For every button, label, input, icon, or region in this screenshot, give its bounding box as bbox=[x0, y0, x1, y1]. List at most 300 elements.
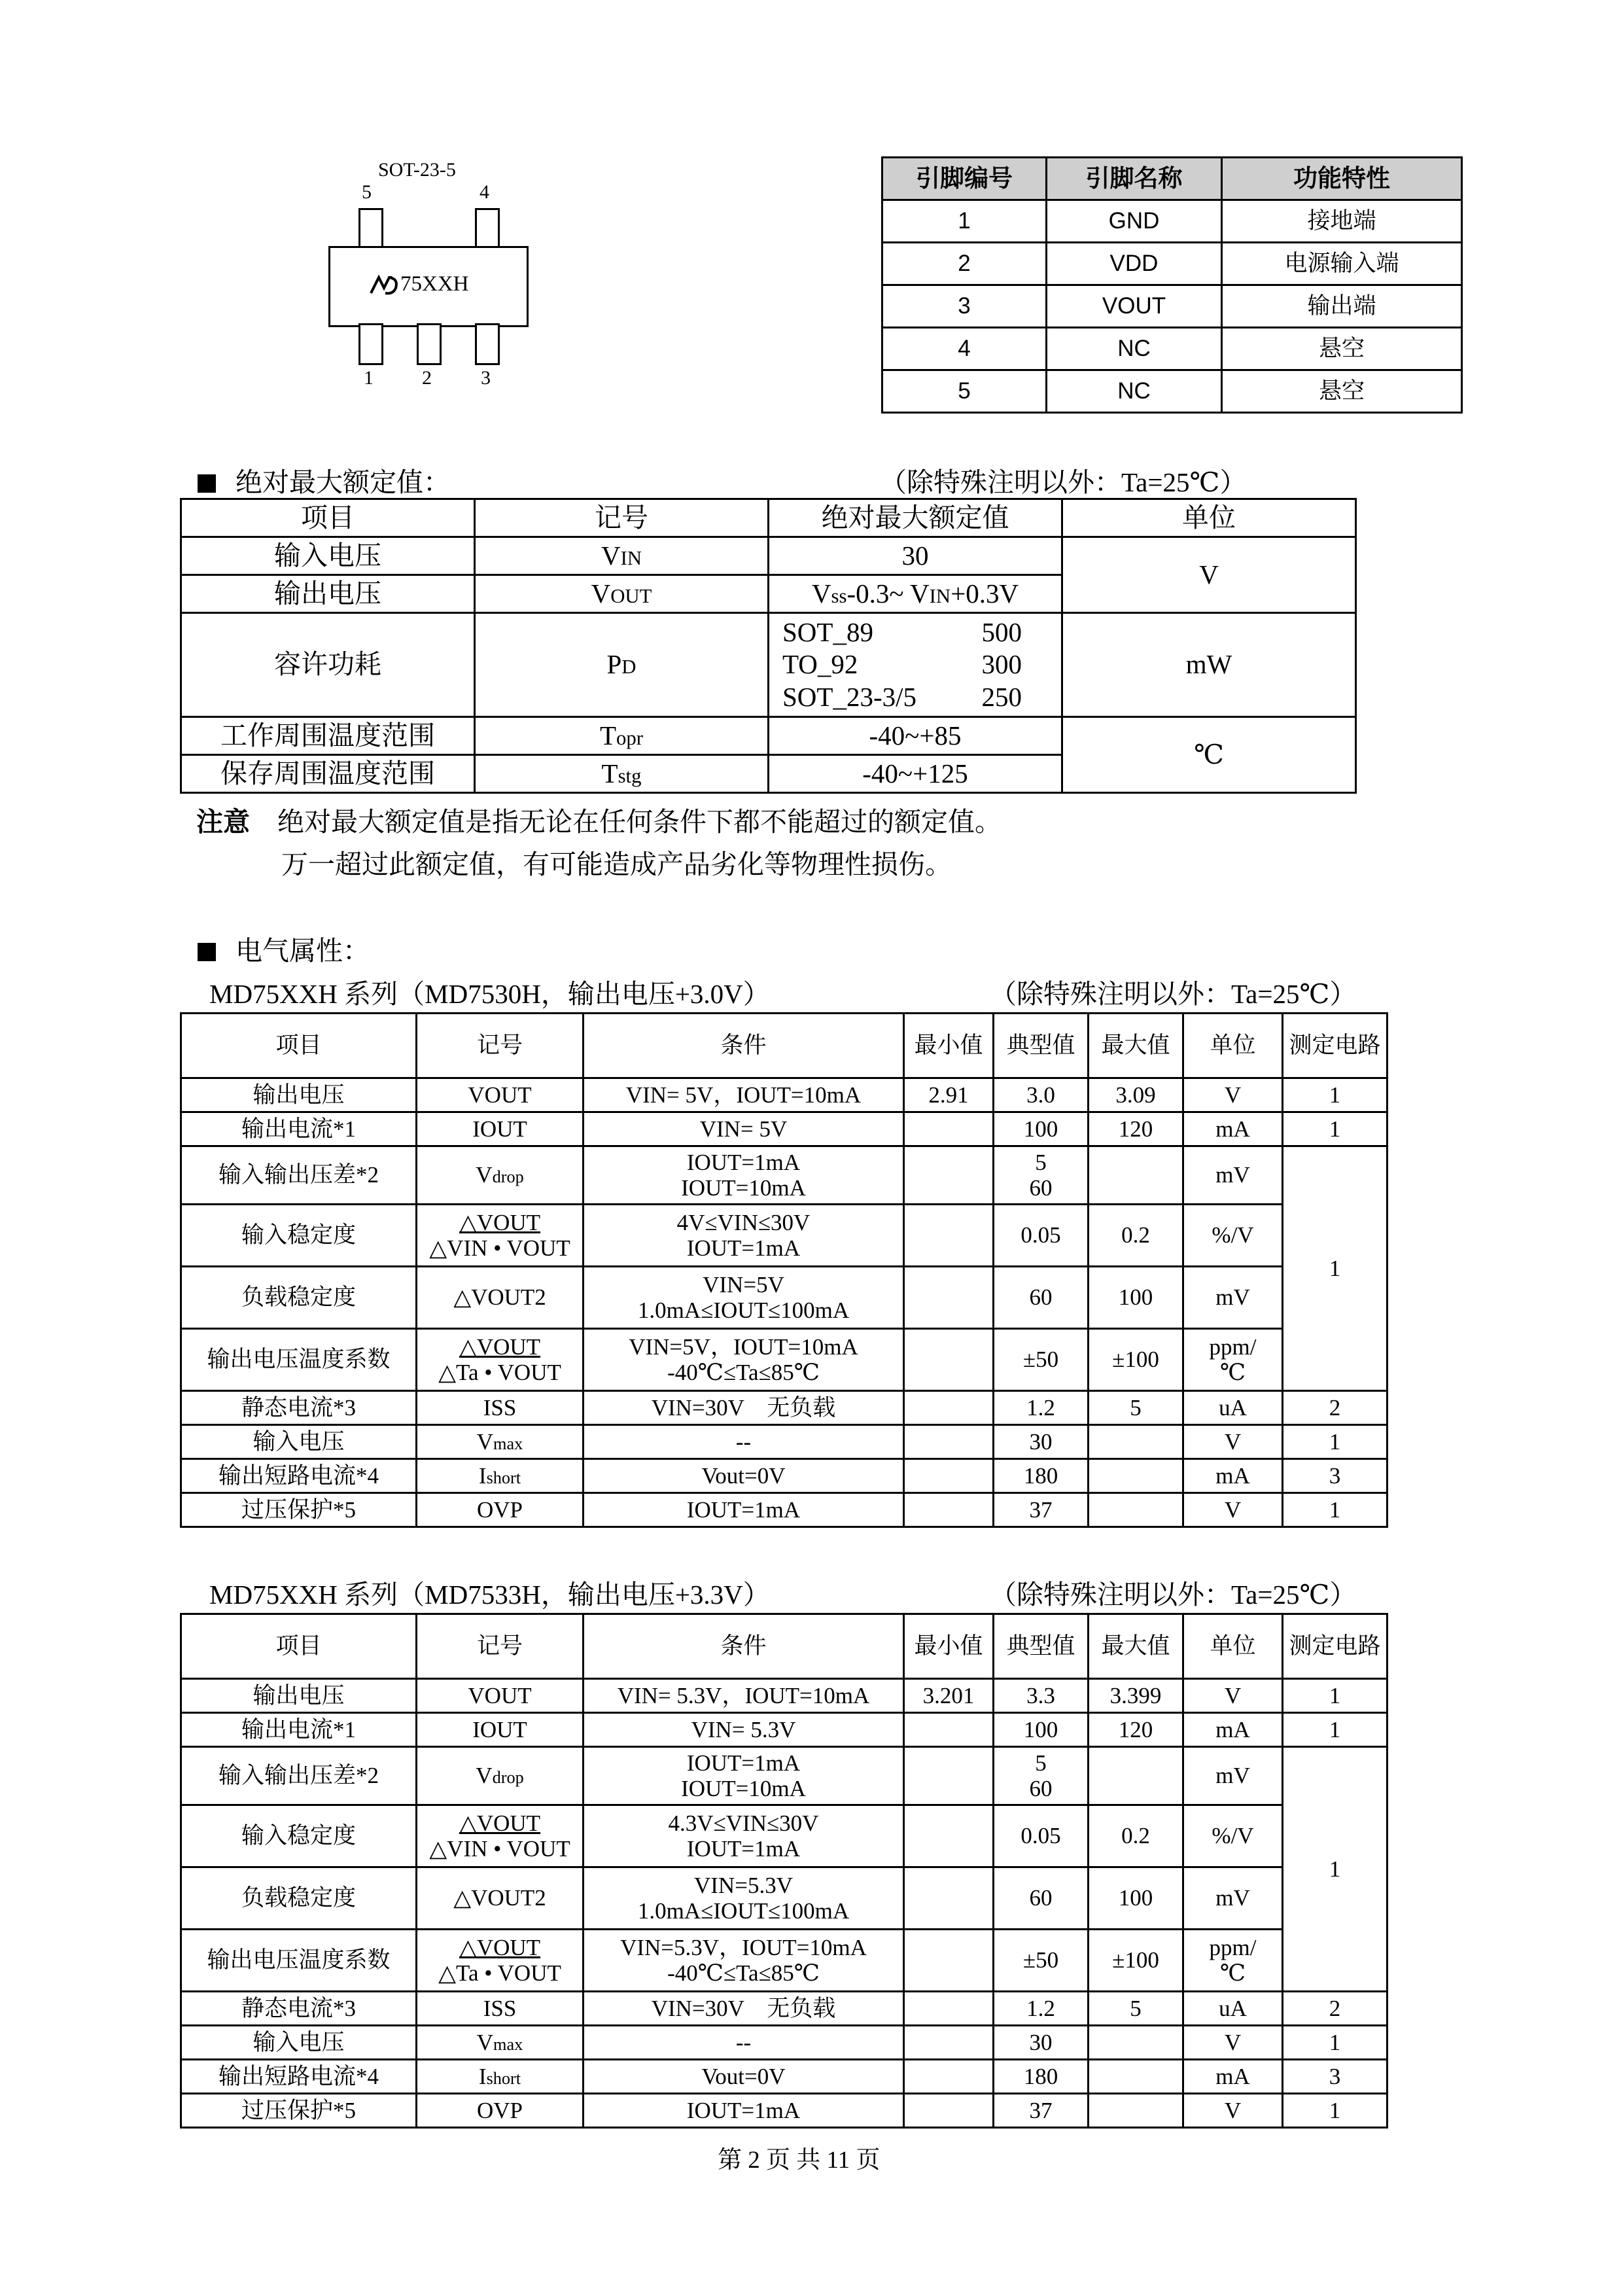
note-text-2: 万一超过此额定值，有可能造成产品劣化等物理性损伤。 bbox=[281, 849, 952, 879]
rating-value: -40~+125 bbox=[769, 755, 1062, 793]
symbol-sub: OUT bbox=[610, 584, 652, 607]
unit-cell bbox=[1183, 1930, 1283, 1992]
max-cell: 3.399 bbox=[1089, 1679, 1183, 1713]
series-condition: （除特殊注明以外：Ta=25℃） bbox=[990, 979, 1357, 1009]
pin-name: GND bbox=[1047, 200, 1222, 243]
symbol-cell bbox=[417, 1459, 584, 1493]
rating-sub: ss bbox=[831, 584, 847, 607]
header-rating: 绝对最大额定值 bbox=[769, 499, 1062, 537]
table-row bbox=[882, 285, 1462, 328]
min-cell: 2.91 bbox=[904, 1078, 994, 1112]
logo-icon bbox=[370, 274, 400, 296]
symbol-cell bbox=[475, 537, 769, 575]
symbol-line: △Ta • VOUT bbox=[438, 1960, 561, 1986]
chip-label: 75XXH bbox=[400, 272, 469, 296]
condition-cell: Vout=0V bbox=[584, 2060, 904, 2094]
symbol-cell bbox=[417, 1805, 584, 1867]
circuit-cell: 1 bbox=[1283, 1112, 1387, 1146]
typ-line: 60 bbox=[1029, 1175, 1053, 1201]
symbol-cell: △VOUT2 bbox=[417, 1267, 584, 1329]
symbol-sub: drop bbox=[492, 1167, 524, 1187]
header-symbol: 记号 bbox=[417, 1614, 584, 1679]
unit-cell: uA bbox=[1183, 1992, 1283, 2026]
condition-cell bbox=[584, 1747, 904, 1805]
header-item: 项目 bbox=[181, 1614, 417, 1679]
circuit-cell: 1 bbox=[1283, 1713, 1387, 1747]
table-row bbox=[181, 2060, 1387, 2094]
unit-line: ppm/ bbox=[1209, 1333, 1257, 1360]
unit-cell: V bbox=[1062, 537, 1356, 613]
unit-cell: V bbox=[1183, 2094, 1283, 2128]
condition-line: VIN=5V，IOUT=10mA bbox=[629, 1333, 858, 1360]
unit-cell: V bbox=[1183, 1679, 1283, 1713]
item-label: 过压保护*5 bbox=[181, 2094, 417, 2128]
power-ratings bbox=[769, 613, 1062, 717]
symbol-cell: ISS bbox=[417, 1992, 584, 2026]
circuit-cell: 1 bbox=[1283, 1747, 1387, 1992]
elec-table-7530 bbox=[180, 1012, 1388, 1528]
symbol-sub: opr bbox=[616, 726, 644, 749]
max-cell: ±100 bbox=[1089, 1930, 1183, 1992]
min-cell bbox=[904, 1112, 994, 1146]
elec-header bbox=[181, 1014, 1387, 1078]
condition-cell: VIN= 5V bbox=[584, 1112, 904, 1146]
table-row bbox=[181, 613, 1356, 717]
item-label: 输出电流*1 bbox=[181, 1112, 417, 1146]
header-max: 最大值 bbox=[1089, 1614, 1183, 1679]
symbol-main: T bbox=[599, 720, 617, 751]
min-cell bbox=[904, 2060, 994, 2094]
table-row bbox=[181, 1205, 1387, 1267]
min-cell bbox=[904, 1713, 994, 1747]
symbol-line: △VOUT bbox=[459, 1209, 541, 1235]
unit-cell: V bbox=[1183, 1493, 1283, 1527]
max-cell bbox=[1089, 2026, 1183, 2060]
header-unit: 单位 bbox=[1183, 1614, 1283, 1679]
max-cell bbox=[1089, 2060, 1183, 2094]
typ-cell: 3.3 bbox=[994, 1679, 1089, 1713]
symbol-cell: ISS bbox=[417, 1391, 584, 1425]
pin-function: 悬空 bbox=[1222, 370, 1462, 413]
pin-name: NC bbox=[1047, 328, 1222, 370]
item-label: 输出电压温度系数 bbox=[181, 1329, 417, 1391]
min-cell bbox=[904, 1391, 994, 1425]
circuit-cell: 1 bbox=[1283, 2094, 1387, 2128]
item-label: 输出电压 bbox=[181, 1679, 417, 1713]
symbol-sub: drop bbox=[492, 1768, 524, 1788]
page-footer: 第 2 页 共 11 页 bbox=[718, 2147, 881, 2174]
max-cell bbox=[1089, 2094, 1183, 2128]
unit-cell: mV bbox=[1183, 1267, 1283, 1329]
max-cell: ±100 bbox=[1089, 1329, 1183, 1391]
symbol-main: P bbox=[606, 649, 622, 680]
pin-5 bbox=[358, 208, 383, 250]
item-label: 静态电流*3 bbox=[181, 1992, 417, 2026]
typ-line: 5 bbox=[1035, 1149, 1047, 1175]
symbol-line: △VOUT bbox=[459, 1810, 541, 1836]
condition-cell bbox=[584, 1146, 904, 1205]
min-cell bbox=[904, 2094, 994, 2128]
min-cell bbox=[904, 1205, 994, 1267]
rating-value bbox=[769, 575, 1062, 613]
unit-cell: mV bbox=[1183, 1867, 1283, 1930]
typ-cell: 180 bbox=[994, 2060, 1089, 2094]
power-value: 250 bbox=[981, 681, 1022, 712]
pin-number-2: 2 bbox=[422, 367, 432, 389]
table-row bbox=[181, 1329, 1387, 1391]
symbol-cell bbox=[417, 1747, 584, 1805]
item-label: 输出短路电流*4 bbox=[181, 2060, 417, 2094]
pin-function: 悬空 bbox=[1222, 328, 1462, 370]
pin-table bbox=[881, 156, 1463, 414]
unit-cell: mA bbox=[1183, 1112, 1283, 1146]
symbol-main: T bbox=[601, 758, 618, 788]
table-row bbox=[181, 1112, 1387, 1146]
item-label: 输入电压 bbox=[181, 2026, 417, 2060]
symbol-main: V bbox=[601, 540, 621, 571]
symbol-main: I bbox=[478, 2063, 487, 2089]
symbol-main: V bbox=[476, 1162, 493, 1188]
symbol-main: V bbox=[591, 578, 611, 609]
rating-part: V bbox=[811, 578, 831, 609]
min-cell bbox=[904, 1459, 994, 1493]
item-label: 容许功耗 bbox=[181, 613, 475, 717]
condition-cell: VIN= 5.3V bbox=[584, 1713, 904, 1747]
symbol-sub: max bbox=[493, 2034, 523, 2054]
typ-cell: 100 bbox=[994, 1713, 1089, 1747]
pin-name: NC bbox=[1047, 370, 1222, 413]
circuit-cell: 3 bbox=[1283, 2060, 1387, 2094]
min-cell bbox=[904, 1930, 994, 1992]
condition-line: -40℃≤Ta≤85℃ bbox=[667, 1960, 820, 1986]
item-label: 输入稳定度 bbox=[181, 1805, 417, 1867]
condition-cell: VIN=30V 无负载 bbox=[584, 1391, 904, 1425]
pin-function: 接地端 bbox=[1222, 200, 1462, 243]
unit-cell: uA bbox=[1183, 1391, 1283, 1425]
condition-cell bbox=[584, 1205, 904, 1267]
table-row bbox=[181, 1679, 1387, 1713]
header-max: 最大值 bbox=[1089, 1014, 1183, 1078]
condition-line: IOUT=10mA bbox=[681, 1776, 806, 1801]
series-title: MD75XXH 系列（MD7530H，输出电压+3.0V） bbox=[209, 979, 770, 1009]
symbol-cell: OVP bbox=[417, 2094, 584, 2128]
table-row bbox=[181, 717, 1356, 755]
table-row bbox=[181, 2026, 1387, 2060]
max-cell: 0.2 bbox=[1089, 1205, 1183, 1267]
symbol-cell: VOUT bbox=[417, 1078, 584, 1112]
symbol-cell bbox=[475, 613, 769, 717]
symbol-cell bbox=[475, 575, 769, 613]
condition-cell bbox=[584, 1867, 904, 1930]
table-row bbox=[181, 537, 1356, 575]
symbol-sub: short bbox=[486, 2068, 521, 2088]
min-cell bbox=[904, 1425, 994, 1459]
item-label: 负载稳定度 bbox=[181, 1267, 417, 1329]
condition-cell bbox=[584, 1805, 904, 1867]
series-condition: （除特殊注明以外：Ta=25℃） bbox=[990, 1580, 1357, 1610]
condition-line: VIN=5V bbox=[703, 1271, 784, 1298]
table-row bbox=[181, 1459, 1387, 1493]
condition-line: IOUT=1mA bbox=[686, 1836, 801, 1862]
table-row bbox=[181, 1078, 1387, 1112]
pin-1 bbox=[358, 323, 383, 365]
max-cell: 120 bbox=[1089, 1112, 1183, 1146]
condition-line: 4.3V≤VIN≤30V bbox=[668, 1810, 819, 1836]
pin-name: VDD bbox=[1047, 243, 1222, 285]
abs-max-title: 绝对最大额定值： bbox=[236, 467, 450, 497]
symbol-cell bbox=[417, 1205, 584, 1267]
unit-cell: mV bbox=[1183, 1747, 1283, 1805]
min-cell bbox=[904, 1867, 994, 1930]
pin-2 bbox=[417, 323, 442, 365]
rating-sub: IN bbox=[929, 584, 951, 607]
table-row bbox=[181, 1805, 1387, 1867]
condition-cell bbox=[584, 1329, 904, 1391]
unit-cell: mW bbox=[1062, 613, 1356, 717]
pin-number: 4 bbox=[882, 328, 1047, 370]
max-cell bbox=[1089, 1146, 1183, 1205]
item-label: 工作周围温度范围 bbox=[181, 717, 475, 755]
unit-cell: mA bbox=[1183, 2060, 1283, 2094]
typ-cell: 30 bbox=[994, 2026, 1089, 2060]
typ-cell: 60 bbox=[994, 1867, 1089, 1930]
condition-cell: -- bbox=[584, 2026, 904, 2060]
min-cell bbox=[904, 1747, 994, 1805]
package-type: TO_92 bbox=[782, 649, 858, 680]
typ-cell: 30 bbox=[994, 1425, 1089, 1459]
max-cell: 0.2 bbox=[1089, 1805, 1183, 1867]
header-circuit: 测定电路 bbox=[1283, 1614, 1387, 1679]
typ-cell bbox=[994, 1747, 1089, 1805]
header-pin-function: 功能特性 bbox=[1222, 158, 1462, 200]
elec-table-7533 bbox=[180, 1613, 1388, 2128]
max-cell bbox=[1089, 1459, 1183, 1493]
pin-number-1: 1 bbox=[364, 367, 374, 389]
header-typ: 典型值 bbox=[994, 1614, 1089, 1679]
max-cell: 100 bbox=[1089, 1867, 1183, 1930]
abs-max-heading bbox=[198, 461, 450, 499]
table-row bbox=[882, 200, 1462, 243]
bullet-square-icon bbox=[198, 474, 216, 493]
unit-cell: mA bbox=[1183, 1713, 1283, 1747]
condition-cell: Vout=0V bbox=[584, 1459, 904, 1493]
package-type: SOT_23-3/5 bbox=[782, 681, 916, 712]
condition-line: IOUT=1mA bbox=[686, 1235, 801, 1261]
table-row bbox=[181, 1930, 1387, 1992]
pin-function: 输出端 bbox=[1222, 285, 1462, 328]
symbol-line: △VOUT bbox=[459, 1333, 541, 1360]
typ-cell: 60 bbox=[994, 1267, 1089, 1329]
pin-number-4: 4 bbox=[480, 181, 489, 203]
pin-number: 3 bbox=[882, 285, 1047, 328]
typ-cell: 37 bbox=[994, 2094, 1089, 2128]
header-pin-number: 引脚编号 bbox=[882, 158, 1047, 200]
symbol-line: △Ta • VOUT bbox=[438, 1360, 561, 1385]
condition-line: -40℃≤Ta≤85℃ bbox=[667, 1360, 820, 1385]
unit-cell: V bbox=[1183, 1078, 1283, 1112]
symbol-cell: OVP bbox=[417, 1493, 584, 1527]
bullet-square-icon bbox=[198, 943, 216, 961]
min-cell bbox=[904, 2026, 994, 2060]
elec-heading bbox=[198, 929, 370, 968]
condition-line: VIN=5.3V，IOUT=10mA bbox=[620, 1934, 867, 1960]
abs-max-header bbox=[181, 499, 1356, 537]
item-label: 输入稳定度 bbox=[181, 1205, 417, 1267]
condition-line: IOUT=1mA bbox=[686, 1750, 801, 1776]
symbol-sub: IN bbox=[620, 546, 642, 569]
typ-cell bbox=[994, 1146, 1089, 1205]
typ-cell: 100 bbox=[994, 1112, 1089, 1146]
pin-name: VOUT bbox=[1047, 285, 1222, 328]
max-cell: 120 bbox=[1089, 1713, 1183, 1747]
package-type: SOT_89 bbox=[782, 617, 873, 648]
item-label: 输出电压 bbox=[181, 1078, 417, 1112]
table-row bbox=[181, 1391, 1387, 1425]
item-label: 保存周围温度范围 bbox=[181, 755, 475, 793]
table-row bbox=[882, 243, 1462, 285]
typ-cell: 3.0 bbox=[994, 1078, 1089, 1112]
condition-cell: VIN= 5V，IOUT=10mA bbox=[584, 1078, 904, 1112]
max-cell: 100 bbox=[1089, 1267, 1183, 1329]
circuit-cell: 1 bbox=[1283, 1425, 1387, 1459]
item-label: 输入输出压差*2 bbox=[181, 1146, 417, 1205]
typ-cell: 180 bbox=[994, 1459, 1089, 1493]
max-cell: 5 bbox=[1089, 1391, 1183, 1425]
header-symbol: 记号 bbox=[417, 1014, 584, 1078]
symbol-cell bbox=[417, 1146, 584, 1205]
note-text-1: 绝对最大额定值是指无论在任何条件下都不能超过的额定值。 bbox=[277, 807, 1002, 837]
header-circuit: 测定电路 bbox=[1283, 1014, 1387, 1078]
unit-cell: %/V bbox=[1183, 1205, 1283, 1267]
symbol-cell bbox=[417, 2026, 584, 2060]
table-row bbox=[181, 2094, 1387, 2128]
item-label: 输出短路电流*4 bbox=[181, 1459, 417, 1493]
unit-cell: V bbox=[1183, 1425, 1283, 1459]
pin-4 bbox=[475, 208, 500, 250]
header-pin-name: 引脚名称 bbox=[1047, 158, 1222, 200]
max-cell: 3.09 bbox=[1089, 1078, 1183, 1112]
symbol-cell bbox=[475, 755, 769, 793]
circuit-cell: 1 bbox=[1283, 1078, 1387, 1112]
item-label: 过压保护*5 bbox=[181, 1493, 417, 1527]
table-row bbox=[882, 328, 1462, 370]
circuit-cell: 1 bbox=[1283, 1493, 1387, 1527]
symbol-cell bbox=[417, 1425, 584, 1459]
rating-part: -0.3~ V bbox=[846, 578, 930, 609]
table-row bbox=[181, 1713, 1387, 1747]
elec-header bbox=[181, 1614, 1387, 1679]
header-condition: 条件 bbox=[584, 1614, 904, 1679]
unit-cell: %/V bbox=[1183, 1805, 1283, 1867]
header-unit: 单位 bbox=[1183, 1014, 1283, 1078]
symbol-main: V bbox=[476, 1428, 494, 1455]
item-label: 输出电压温度系数 bbox=[181, 1930, 417, 1992]
header-item: 项目 bbox=[181, 499, 475, 537]
note-block bbox=[196, 800, 1002, 839]
symbol-line: △VIN • VOUT bbox=[429, 1836, 570, 1862]
table-row bbox=[181, 1992, 1387, 2026]
max-cell: 5 bbox=[1089, 1992, 1183, 2026]
condition-cell bbox=[584, 1267, 904, 1329]
header-symbol: 记号 bbox=[475, 499, 769, 537]
item-label: 输入输出压差*2 bbox=[181, 1747, 417, 1805]
symbol-sub: stg bbox=[618, 764, 642, 787]
max-cell bbox=[1089, 1747, 1183, 1805]
condition-line: IOUT=1mA bbox=[686, 1149, 801, 1175]
min-cell: 3.201 bbox=[904, 1679, 994, 1713]
symbol-main: V bbox=[476, 1763, 493, 1789]
abs-max-condition: （除特殊注明以外：Ta=25℃） bbox=[880, 467, 1247, 497]
item-label: 静态电流*3 bbox=[181, 1391, 417, 1425]
table-row bbox=[181, 1267, 1387, 1329]
circuit-cell: 2 bbox=[1283, 1391, 1387, 1425]
symbol-line: △VIN • VOUT bbox=[429, 1235, 570, 1261]
power-line bbox=[769, 681, 1061, 713]
symbol-line: △VOUT bbox=[459, 1934, 541, 1960]
symbol-sub: D bbox=[621, 656, 637, 679]
min-cell bbox=[904, 1992, 994, 2026]
condition-cell: VIN= 5.3V，IOUT=10mA bbox=[584, 1679, 904, 1713]
unit-cell: ℃ bbox=[1062, 717, 1356, 793]
symbol-cell: IOUT bbox=[417, 1713, 584, 1747]
typ-line: 60 bbox=[1029, 1776, 1053, 1801]
symbol-cell: IOUT bbox=[417, 1112, 584, 1146]
item-label: 输出电压 bbox=[181, 575, 475, 613]
table-row bbox=[181, 1493, 1387, 1527]
min-cell bbox=[904, 1329, 994, 1391]
circuit-cell: 3 bbox=[1283, 1459, 1387, 1493]
pin-number-3: 3 bbox=[481, 367, 491, 389]
circuit-cell: 1 bbox=[1283, 2026, 1387, 2060]
min-cell bbox=[904, 1493, 994, 1527]
series-title: MD75XXH 系列（MD7533H，输出电压+3.3V） bbox=[209, 1580, 770, 1610]
symbol-cell bbox=[475, 717, 769, 755]
condition-cell: IOUT=1mA bbox=[584, 2094, 904, 2128]
pin-number-5: 5 bbox=[362, 181, 372, 203]
elec-title: 电气属性： bbox=[236, 936, 370, 966]
table-row bbox=[181, 1747, 1387, 1805]
symbol-cell: △VOUT2 bbox=[417, 1867, 584, 1930]
pin-function: 电源输入端 bbox=[1222, 243, 1462, 285]
rating-value: -40~+85 bbox=[769, 717, 1062, 755]
circuit-cell: 1 bbox=[1283, 1679, 1387, 1713]
symbol-sub: max bbox=[493, 1434, 523, 1453]
table-row bbox=[181, 1146, 1387, 1205]
condition-line: 1.0mA≤IOUT≤100mA bbox=[637, 1298, 850, 1323]
typ-cell: ±50 bbox=[994, 1930, 1089, 1992]
power-line bbox=[769, 616, 1061, 648]
header-item: 项目 bbox=[181, 1014, 417, 1078]
item-label: 输入电压 bbox=[181, 1425, 417, 1459]
header-condition: 条件 bbox=[584, 1014, 904, 1078]
condition-line: VIN=5.3V bbox=[694, 1872, 793, 1898]
symbol-cell bbox=[417, 2060, 584, 2094]
item-label: 输出电流*1 bbox=[181, 1713, 417, 1747]
pin-number: 2 bbox=[882, 243, 1047, 285]
circuit-cell: 2 bbox=[1283, 1992, 1387, 2026]
unit-cell: mA bbox=[1183, 1459, 1283, 1493]
pin-table-header bbox=[882, 158, 1462, 200]
symbol-cell bbox=[417, 1930, 584, 1992]
condition-line: 4V≤VIN≤30V bbox=[676, 1209, 811, 1235]
header-typ: 典型值 bbox=[994, 1014, 1089, 1078]
min-cell bbox=[904, 1805, 994, 1867]
rating-part: +0.3V bbox=[951, 578, 1019, 609]
condition-cell: IOUT=1mA bbox=[584, 1493, 904, 1527]
power-line bbox=[769, 648, 1061, 680]
max-cell bbox=[1089, 1493, 1183, 1527]
typ-cell: ±50 bbox=[994, 1329, 1089, 1391]
